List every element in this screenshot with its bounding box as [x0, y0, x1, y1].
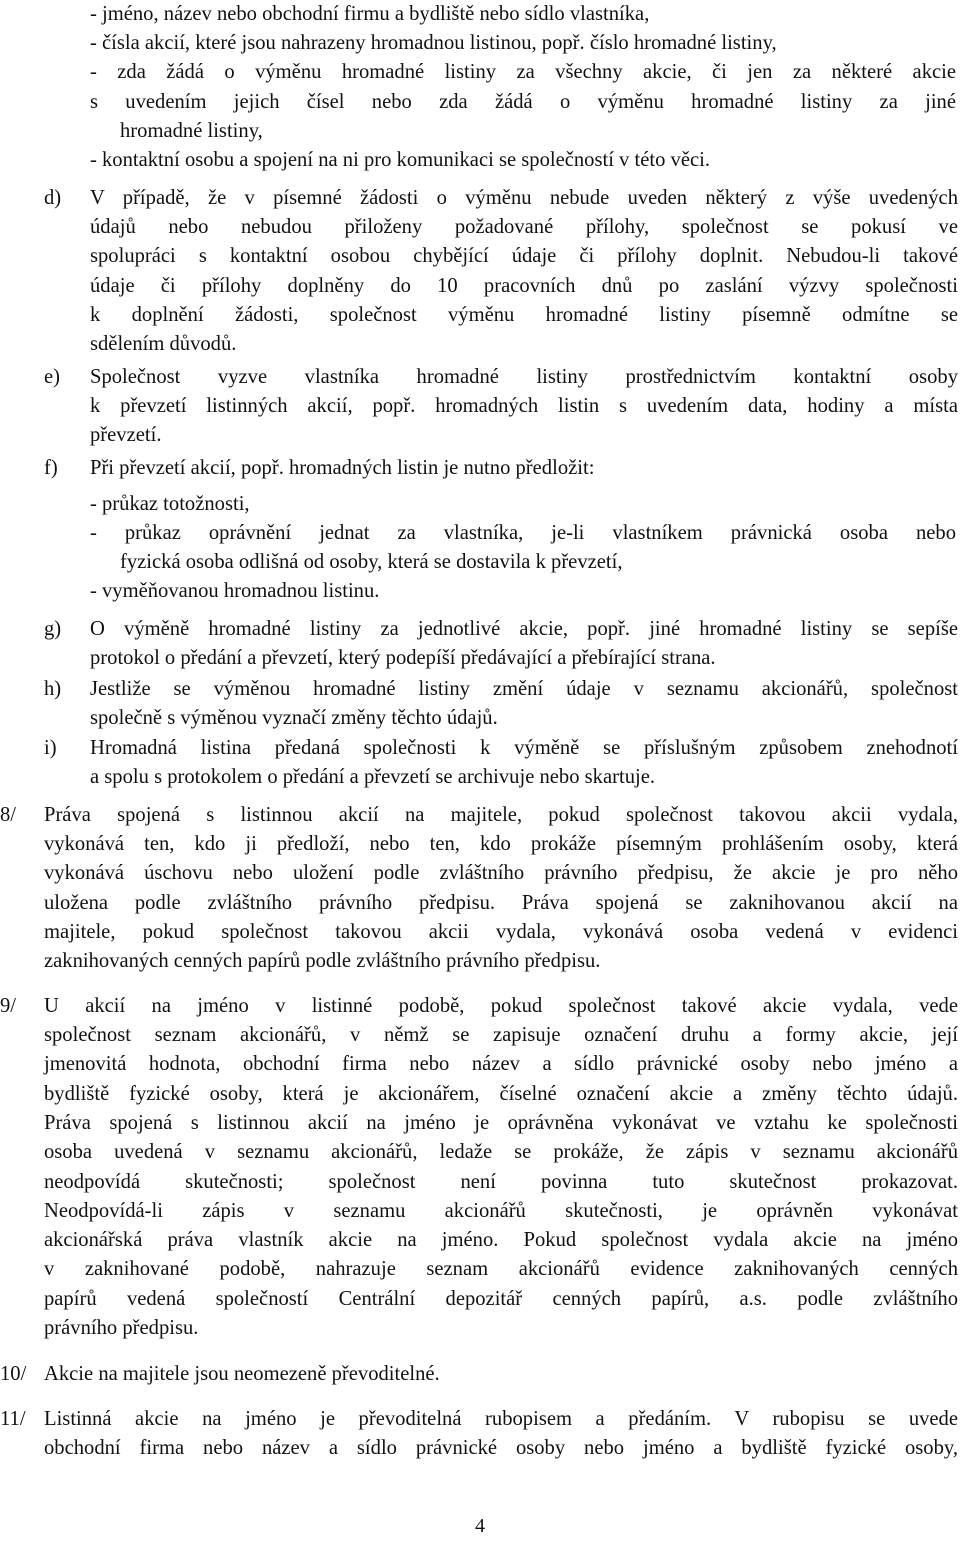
item-letter: d) — [44, 187, 62, 209]
section-number: 10/ — [0, 1363, 27, 1385]
section-line: obchodní firma nebo název a sídlo právnické osoby nebo jméno a bydliště fyzické osoby, — [44, 1437, 958, 1459]
section-line: bydliště fyzické osoby, která je akcionářem, číselné označení akcie a změny těchto údajů. — [44, 1083, 958, 1105]
section-line: jmenovitá hodnota, obchodní firma nebo název a sídlo právnické osoby nebo jméno a — [44, 1053, 958, 1075]
item-letter: h) — [44, 678, 62, 700]
section-line: vykonává ten, kdo ji předloží, nebo ten, kdo prokáže písemným prohlášením osoby, která — [44, 833, 958, 855]
list-item: - jméno, název nebo obchodní firmu a bydliště nebo sídlo vlastníka, — [90, 3, 650, 25]
item-letter: g) — [44, 618, 62, 640]
section-line: uložena podle zvláštního právního předpisu. Práva spojená se zaknihovanou akcií na — [44, 892, 958, 914]
item-line: Jestliže se výměnou hromadné listiny změní údaje v seznamu akcionářů, společnost — [90, 678, 958, 700]
item-line: O výměně hromadné listiny za jednotlivé akcie, popř. jiné hromadné listiny se sepíše — [90, 618, 958, 640]
section-line: společnost seznam akcionářů, v němž se zapisuje označení druhu a formy akcie, její — [44, 1024, 958, 1046]
item-line: sdělením důvodů. — [90, 333, 237, 355]
list-item: - zda žádá o výměnu hromadné listiny za všechny akcie, či jen za některé akcie — [90, 61, 956, 83]
item-line: k doplnění žádosti, společnost výměnu hromadné listiny písemně odmítne se — [90, 304, 958, 326]
section-line: osoba uvedená v seznamu akcionářů, ledaže se prokáže, že zápis v seznamu akcionářů — [44, 1141, 958, 1163]
item-line: Hromadná listina předaná společnosti k výměně se příslušným způsobem znehodnotí — [90, 737, 958, 759]
section-number: 11/ — [0, 1408, 26, 1430]
item-line: a spolu s protokolem o předání a převzetí se archivuje nebo skartuje. — [90, 766, 656, 788]
section-line: Akcie na majitele jsou neomezeně převoditelné. — [44, 1363, 440, 1385]
item-letter: i) — [44, 737, 57, 759]
item-line: spolupráci s kontaktní osobou chybějící údaje či přílohy doplnit. Nebudou-li takové — [90, 245, 958, 267]
list-item: - čísla akcií, které jsou nahrazeny hromadnou listinou, popř. číslo hromadné listiny, — [90, 32, 777, 54]
section-line: Neodpovídá-li zápis v seznamu akcionářů skutečnosti, je oprávněn vykonávat — [44, 1200, 958, 1222]
item-line: údajů nebo nebudou přiloženy požadované přílohy, společnost se pokusí ve — [90, 216, 958, 238]
section-line: papírů vedená společností Centrální depozitář cenných papírů, a.s. podle zvláštního — [44, 1288, 958, 1310]
section-line: Práva spojená s listinnou akcií na majitele, pokud společnost takovou akcii vydala, — [44, 804, 958, 826]
section-line: v zaknihované podobě, nahrazuje seznam akcionářů evidence zaknihovaných cenných — [44, 1258, 958, 1280]
section-line: Práva spojená s listinnou akcií na jméno je oprávněna vykonávat ve vztahu ke společnosti — [44, 1112, 958, 1134]
section-number: 8/ — [0, 804, 17, 826]
item-line: společně s výměnou vyznačí změny těchto údajů. — [90, 707, 498, 729]
list-item: - průkaz totožnosti, — [90, 493, 250, 515]
item-line: Při převzetí akcií, popř. hromadných listin je nutno předložit: — [90, 457, 595, 479]
item-line: k převzetí listinných akcií, popř. hromadných listin s uvedením data, hodiny a místa — [90, 395, 958, 417]
section-line: akcionářská práva vlastník akcie na jméno. Pokud společnost vydala akcie na jméno — [44, 1229, 958, 1251]
list-item-continuation: fyzická osoba odlišná od osoby, která se dostavila k převzetí, — [120, 551, 623, 573]
item-letter: e) — [44, 366, 60, 388]
list-item-continuation: hromadné listiny, — [120, 120, 263, 142]
item-line: převzetí. — [90, 424, 162, 446]
list-item: - vyměňovanou hromadnou listinu. — [90, 580, 380, 602]
section-line: neodpovídá skutečnosti; společnost není povinna tuto skutečnost prokazovat. — [44, 1171, 958, 1193]
item-line: údaje či přílohy doplněny do 10 pracovních dnů po zaslání výzvy společnosti — [90, 275, 958, 297]
section-line: majitele, pokud společnost takovou akcii vydala, vykonává osoba vedená v evidenci — [44, 921, 958, 943]
section-number: 9/ — [0, 995, 17, 1017]
section-line: vykonává úschovu nebo uložení podle zvláštního právního předpisu, že akcie je pro něho — [44, 862, 958, 884]
item-line: protokol o předání a převzetí, který podepíší předávající a přebírající strana. — [90, 647, 716, 669]
item-line: V případě, že v písemné žádosti o výměnu nebude uveden některý z výše uvedených — [90, 187, 958, 209]
item-letter: f) — [44, 457, 58, 479]
section-line: U akcií na jméno v listinné podobě, pokud společnost takové akcie vydala, vede — [44, 995, 958, 1017]
item-line: Společnost vyzve vlastníka hromadné listiny prostřednictvím kontaktní osoby — [90, 366, 958, 388]
section-line: Listinná akcie na jméno je převoditelná rubopisem a předáním. V rubopisu se uvede — [44, 1408, 958, 1430]
page-number: 4 — [475, 1515, 485, 1537]
section-line: zaknihovaných cenných papírů podle zvláštního právního předpisu. — [44, 950, 601, 972]
list-item: - průkaz oprávnění jednat za vlastníka, je-li vlastníkem právnická osoba nebo — [90, 522, 956, 544]
list-item: - kontaktní osobu a spojení na ni pro komunikaci se společností v této věci. — [90, 149, 710, 171]
section-line: právního předpisu. — [44, 1317, 199, 1339]
list-item-continuation: s uvedením jejich čísel nebo zda žádá o výměnu hromadné listiny za jiné — [90, 91, 956, 113]
